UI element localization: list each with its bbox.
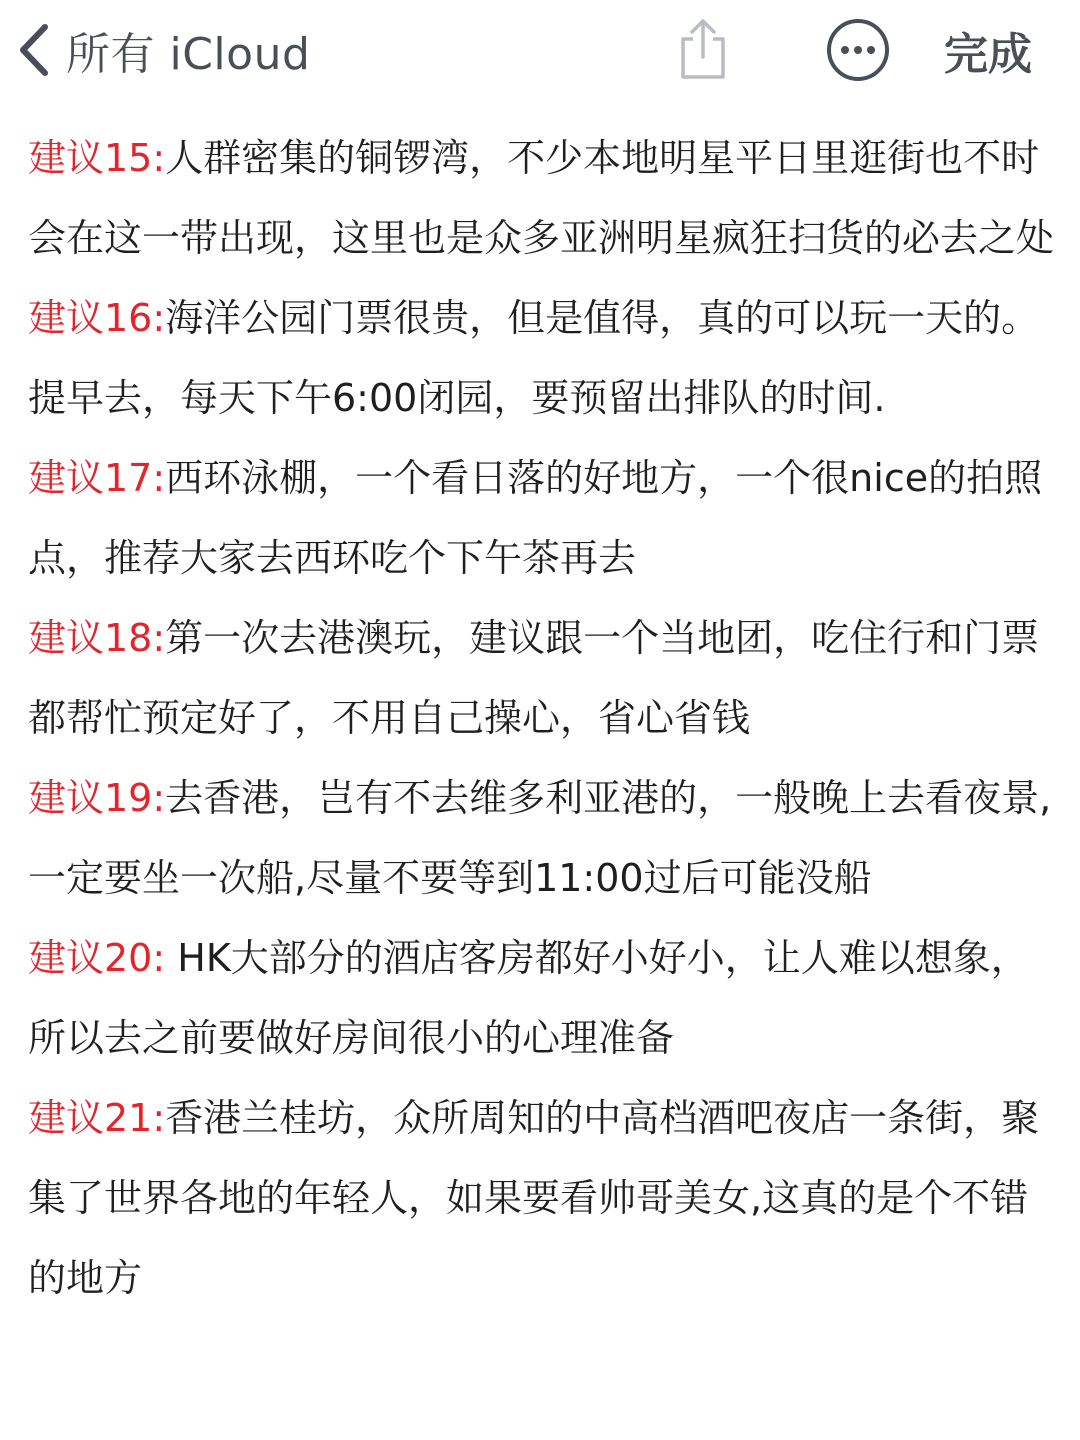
tip-label: 建议19: — [28, 776, 166, 820]
tip-text: 第一次去港澳玩，建议跟一个当地团，吃住行和门票都帮忙预定好了，不用自己操心，省心省钱 — [28, 616, 1040, 740]
tip-text: 海洋公园门票很贵，但是值得，真的可以玩一天的。提早去，每天下午6:00闭园，要预留出排队的时间. — [28, 296, 1040, 420]
share-button[interactable] — [672, 18, 734, 84]
ellipsis-circle-icon — [825, 17, 891, 87]
navigation-bar — [0, 0, 1080, 110]
more-options-button[interactable] — [824, 18, 892, 86]
tip-label: 建议18: — [28, 616, 166, 660]
back-button[interactable] — [10, 18, 310, 82]
tip-paragraph — [28, 918, 1058, 1078]
tip-label: 建议16: — [28, 296, 166, 340]
tip-text: 西环泳棚，一个看日落的好地方，一个很nice的拍照点，推荐大家去西环吃个下午茶再去 — [28, 456, 1043, 580]
tip-label: 建议17: — [28, 456, 166, 500]
tip-text: 人群密集的铜锣湾，不少本地明星平日里逛街也不时会在这一带出现，这里也是众多亚洲明星疯狂扫货的必去之处 — [28, 136, 1055, 260]
chevron-left-icon — [10, 18, 58, 82]
back-label: 所有 iCloud — [66, 29, 311, 80]
tip-text: 去香港，岂有不去维多利亚港的，一般晚上去看夜景,一定要坐一次船,尽量不要等到11:00过后可能没船 — [28, 776, 1052, 900]
tip-label: 建议15: — [28, 136, 166, 180]
tip-label: 建议20: — [28, 936, 166, 980]
tip-text: 香港兰桂坊，众所周知的中高档酒吧夜店一条街，聚集了世界各地的年轻人，如果要看帅哥美女,这真的是个不错的地方 — [28, 1096, 1040, 1300]
tip-paragraph — [28, 598, 1058, 758]
tip-paragraph — [28, 118, 1058, 278]
share-icon — [675, 17, 731, 85]
tip-label: 建议21: — [28, 1096, 166, 1140]
tip-text: HK大部分的酒店客房都好小好小，让人难以想象，所以去之前要做好房间很小的心理准备 — [28, 936, 1029, 1060]
tip-paragraph — [28, 758, 1058, 918]
tip-paragraph — [28, 1078, 1058, 1318]
tip-paragraph — [28, 278, 1058, 438]
tip-paragraph — [28, 438, 1058, 598]
done-button[interactable]: 完成 — [944, 29, 1032, 80]
note-body[interactable] — [28, 118, 1058, 1318]
